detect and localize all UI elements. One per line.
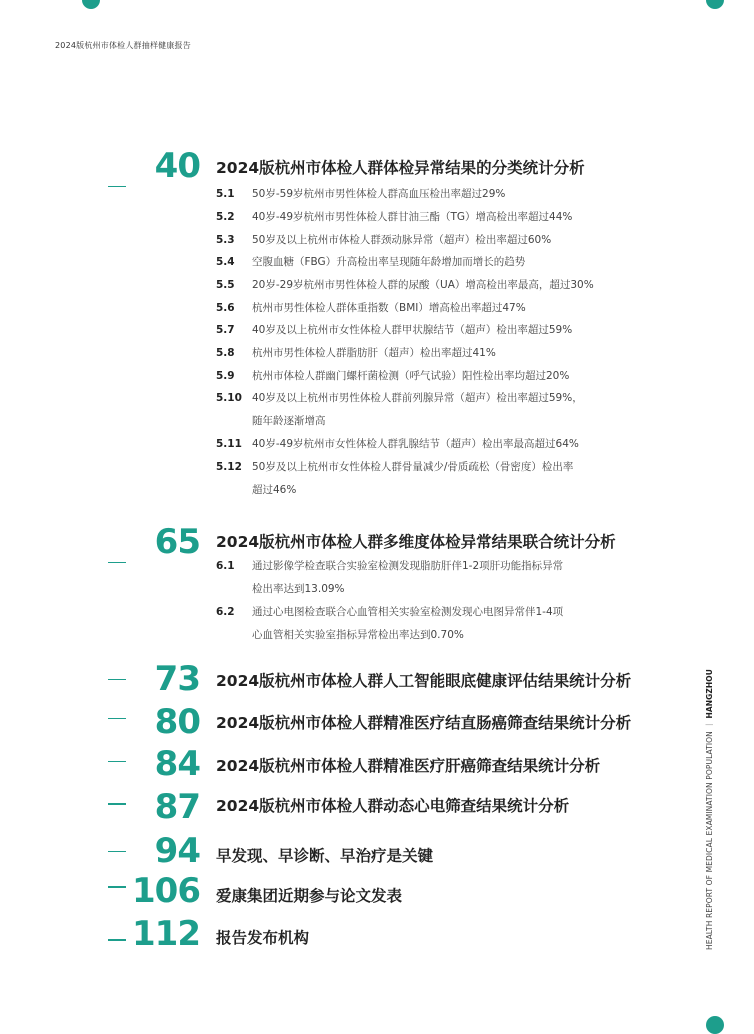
page-number-73: 73 <box>154 659 200 699</box>
decorative-dot-top-left <box>82 0 100 9</box>
toc-item-5-2[interactable] <box>216 209 572 224</box>
section-dash <box>108 186 126 187</box>
page-number-80: 80 <box>154 702 200 742</box>
page-number-40: 40 <box>154 146 200 186</box>
item-text: 40岁及以上杭州市男性体检人群前列腺异常（超声）检出率超过59%， <box>252 392 583 404</box>
toc-item-5-5[interactable] <box>216 277 594 292</box>
item-text: 20岁-29岁杭州市男性体检人群的尿酸（UA）增高检出率最高，超过30% <box>252 279 594 291</box>
toc-item-5-4[interactable] <box>216 254 525 269</box>
section-title-11[interactable]: 早发现、早诊断、早治疗是关键 <box>216 847 434 865</box>
section-title-9[interactable]: 2024版杭州市体检人群精准医疗肝癌筛查结果统计分析 <box>216 757 601 775</box>
item-number: 5.6 <box>216 302 235 314</box>
item-text-continued: 随年龄逐渐增高 <box>252 415 326 427</box>
section-title-8[interactable]: 2024版杭州市体检人群精准医疗结直肠癌筛查结果统计分析 <box>216 714 632 732</box>
toc-item-6-2[interactable] <box>216 604 563 619</box>
toc-item-6-2-continued <box>216 627 464 642</box>
item-text-continued: 心血管相关实验室指标异常检出率达到0.70% <box>252 629 464 641</box>
toc-item-5-1[interactable] <box>216 186 505 201</box>
toc-item-5-7[interactable] <box>216 322 572 337</box>
item-number: 6.2 <box>216 606 235 618</box>
item-text: 杭州市体检人群幽门螺杆菌检测（呼气试验）阳性检出率均超过20% <box>252 370 570 382</box>
item-text: 50岁及以上杭州市女性体检人群骨量减少/骨质疏松（骨密度）检出率 <box>252 461 574 473</box>
item-number: 5.2 <box>216 211 235 223</box>
decorative-dot-bottom-right <box>706 1016 724 1034</box>
page-number-106: 106 <box>132 871 200 911</box>
section-dash <box>108 562 126 563</box>
toc-item-5-10-continued <box>216 413 326 428</box>
section-title-10[interactable]: 2024版杭州市体检人群动态心电筛查结果统计分析 <box>216 797 570 815</box>
item-text: 50岁及以上杭州市体检人群颈动脉异常（超声）检出率超过60% <box>252 234 552 246</box>
toc-item-5-9[interactable] <box>216 368 569 383</box>
toc-item-5-8[interactable] <box>216 345 496 360</box>
page-number-84: 84 <box>154 744 200 784</box>
item-number: 5.12 <box>216 461 242 473</box>
item-text: 通过影像学检查联合实验室检测发现脂肪肝伴1-2项肝功能指标异常 <box>252 560 564 572</box>
item-text-continued: 超过46% <box>252 484 297 496</box>
item-number: 5.11 <box>216 438 242 450</box>
page-number-94: 94 <box>154 831 200 871</box>
toc-item-6-1[interactable] <box>216 558 563 573</box>
section-title-5[interactable]: 2024版杭州市体检人群体检异常结果的分类统计分析 <box>216 159 585 177</box>
item-number: 5.8 <box>216 347 235 359</box>
sidebar-caption-text: HEALTH REPORT OF MEDICAL EXAMINATION POPULATION ｜ <box>705 718 714 950</box>
item-text: 40岁-49岁杭州市女性体检人群乳腺结节（超声）检出率最高超过64% <box>252 438 579 450</box>
sidebar-caption <box>704 669 715 950</box>
toc-item-5-11[interactable] <box>216 436 579 451</box>
page-number-65: 65 <box>154 522 200 562</box>
section-title-13[interactable]: 报告发布机构 <box>216 929 310 947</box>
item-number: 5.7 <box>216 324 235 336</box>
vertical-sidebar <box>704 669 716 950</box>
sidebar-caption-city: HANGZHOU <box>705 669 714 719</box>
item-number: 5.3 <box>216 234 235 246</box>
item-text: 40岁-49岁杭州市男性体检人群甘油三酯（TG）增高检出率超过44% <box>252 211 573 223</box>
toc-item-6-1-continued <box>216 581 345 596</box>
item-text: 杭州市男性体检人群体重指数（BMI）增高检出率超过47% <box>252 302 526 314</box>
item-number: 6.1 <box>216 560 235 572</box>
decorative-dot-top-right <box>706 0 724 9</box>
page-number-87: 87 <box>154 787 200 827</box>
page-number-112: 112 <box>132 914 200 954</box>
toc-item-5-3[interactable] <box>216 232 551 247</box>
section-title-12[interactable]: 爱康集团近期参与论文发表 <box>216 887 403 905</box>
section-title-7[interactable]: 2024版杭州市体检人群人工智能眼底健康评估结果统计分析 <box>216 672 632 690</box>
item-number: 5.10 <box>216 392 242 404</box>
item-text: 50岁-59岁杭州市男性体检人群高血压检出率超过29% <box>252 188 506 200</box>
toc-item-5-12-continued <box>216 482 296 497</box>
item-text-continued: 检出率达到13.09% <box>252 583 345 595</box>
item-number: 5.4 <box>216 256 235 268</box>
item-number: 5.5 <box>216 279 235 291</box>
item-number: 5.9 <box>216 370 235 382</box>
toc-item-5-10[interactable] <box>216 390 583 405</box>
section-title-6[interactable]: 2024版杭州市体检人群多维度体检异常结果联合统计分析 <box>216 533 616 551</box>
item-number: 5.1 <box>216 188 235 200</box>
running-header: 2024版杭州市体检人群抽样健康报告 <box>55 41 191 50</box>
item-text: 通过心电图检查联合心血管相关实验室检测发现心电图异常伴1-4项 <box>252 606 564 618</box>
item-text: 杭州市男性体检人群脂肪肝（超声）检出率超过41% <box>252 347 496 359</box>
item-text: 空腹血糖（FBG）升高检出率呈现随年龄增加而增长的趋势 <box>252 256 526 268</box>
item-text: 40岁及以上杭州市女性体检人群甲状腺结节（超声）检出率超过59% <box>252 324 573 336</box>
toc-item-5-6[interactable] <box>216 300 526 315</box>
toc-item-5-12[interactable] <box>216 459 573 474</box>
